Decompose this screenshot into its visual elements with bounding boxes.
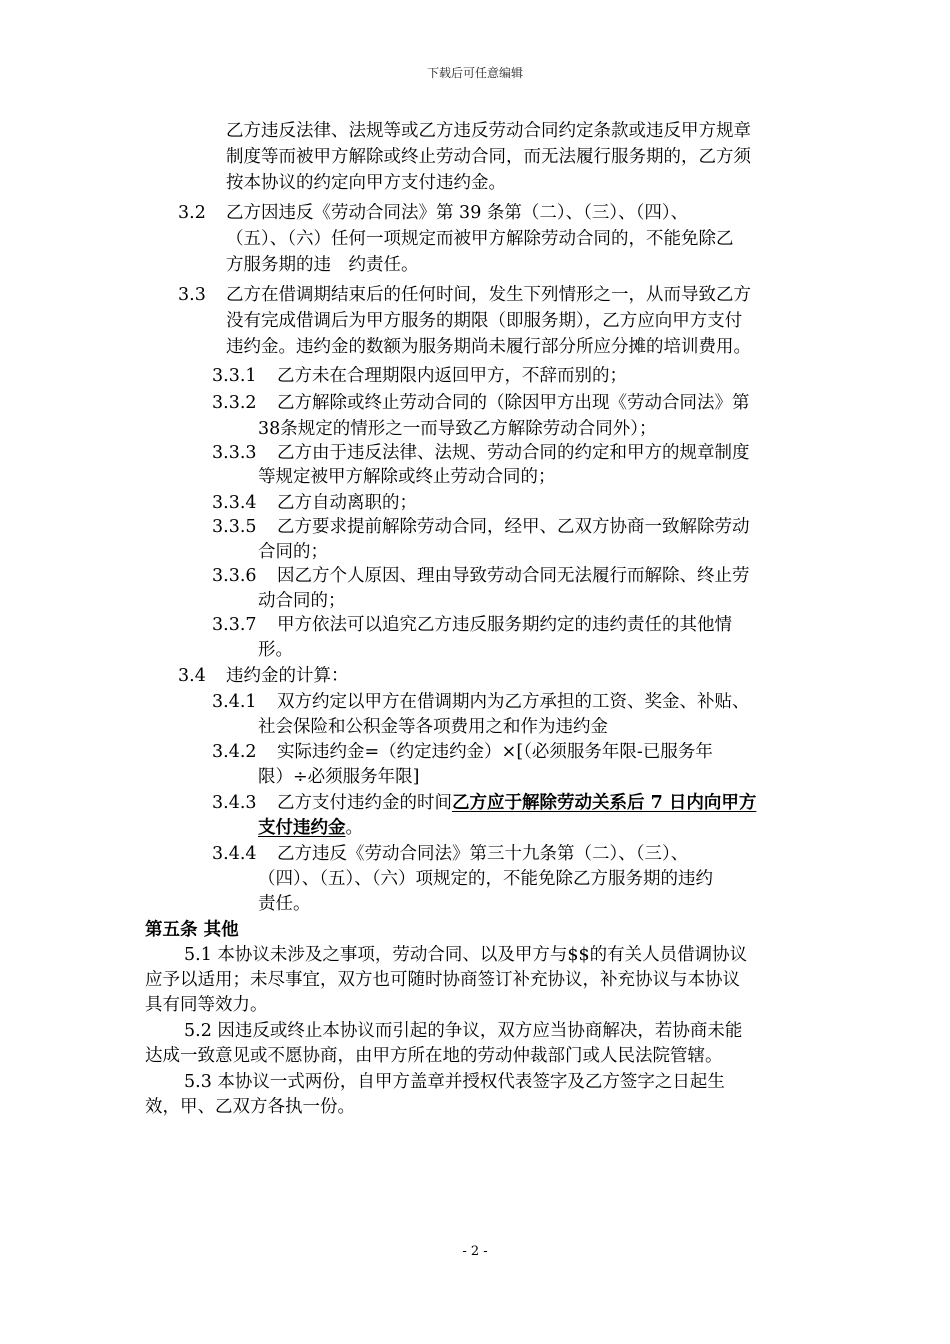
clause-3-3-line-3: 违约金。违约金的数额为服务期尚未履行部分所应分摊的培训费用。: [226, 337, 751, 357]
clause-3-4-1-line-1: 双方约定以甲方在借调期内为乙方承担的工资、奖金、补贴、: [277, 692, 750, 712]
clause-3-3-3-line-2: 等规定被甲方解除或终止劳动合同的；: [258, 467, 556, 487]
page-header-note: 下载后可任意编辑: [426, 66, 523, 80]
clause-3-4-number: 3.4: [178, 666, 206, 686]
clause-3-4-line-1: 违约金的计算：: [226, 666, 349, 686]
clause-3-4-4-line-2: （四）、（五）、（六）项规定的，不能免除乙方服务期的违约: [258, 869, 713, 889]
clause-3-3-4-number: 3.3.4: [212, 493, 257, 513]
clause-3-2-line-3: 方服务期的违 约责任。: [226, 255, 419, 275]
clause-3-4-1-line-2: 社会保险和公积金等各项费用之和作为违约金: [258, 717, 608, 737]
clause-3-4-3-number: 3.4.3: [212, 793, 257, 813]
para-3-1-line-2: 制度等而被甲方解除或终止劳动合同，而无法履行服务期的，乙方须: [226, 147, 751, 167]
clause-3-3-1-number: 3.3.1: [212, 366, 257, 386]
page-number: - 2 -: [462, 1244, 488, 1259]
para-5-2-line-1: 5.2 因违反或终止本协议而引起的争议，双方应当协商解决，若协商未能: [184, 1021, 743, 1041]
clause-3-3-line-1: 乙方在借调期结束后的任何时间，发生下列情形之一，从而导致乙方: [226, 285, 751, 305]
para-5-2-line-2: 达成一致意见或不愿协商，由甲方所在地的劳动仲裁部门或人民法院管辖。: [145, 1046, 723, 1066]
clause-3-3-3-number: 3.3.3: [212, 443, 257, 463]
para-5-1-line-3: 具有同等效力。: [145, 995, 268, 1015]
clause-3-3-3-line-1: 乙方由于违反法律、法规、劳动合同的约定和甲方的规章制度: [277, 443, 750, 463]
para-5-1-line-1: 5.1 本协议未涉及之事项，劳动合同、以及甲方与$$的有关人员借调协议: [184, 945, 748, 965]
clause-3-3-2-line-1: 乙方解除或终止劳动合同的（除因甲方出现《劳动合同法》第: [277, 393, 750, 413]
clause-3-4-4-line-1: 乙方违反《劳动合同法》第三十九条第（二）、（三）、: [277, 844, 689, 864]
para-5-3-line-2: 效，甲、乙双方各执一份。: [145, 1097, 355, 1117]
para-3-1-line-1: 乙方违反法律、法规等或乙方违反劳动合同约定条款或违反甲方规章: [226, 121, 751, 141]
clause-3-3-6-line-2: 动合同的；: [258, 591, 346, 611]
clause-3-3-5-line-2: 合同的；: [258, 542, 328, 562]
clause-3-4-1-number: 3.4.1: [212, 692, 257, 712]
clause-3-4-3-emphasis-cont: 支付违约金: [258, 818, 346, 838]
clause-3-3-2-line-2: 38条规定的情形之一而导致乙方解除劳动合同外）；: [258, 419, 657, 439]
clause-3-3-line-2: 没有完成借调后为甲方服务的期限（即服务期），乙方应向甲方支付: [226, 311, 743, 331]
clause-3-3-1-line-1: 乙方未在合理期限内返回甲方，不辞而别的；: [277, 366, 627, 386]
para-3-1-line-3: 按本协议的约定向甲方支付违约金。: [226, 173, 506, 193]
clause-3-4-3-tail: 。: [345, 818, 363, 838]
clause-3-4-4-line-3: 责任。: [258, 894, 311, 914]
clause-3-3-4-line-1: 乙方自动离职的；: [277, 493, 417, 513]
clause-3-4-4-number: 3.4.4: [212, 844, 257, 864]
clause-3-3-6-line-1: 因乙方个人原因、理由导致劳动合同无法履行而解除、终止劳: [277, 566, 750, 586]
clause-3-3-7-line-1: 甲方依法可以追究乙方违反服务期约定的违约责任的其他情: [277, 615, 732, 635]
clause-3-3-7-number: 3.3.7: [212, 615, 257, 635]
para-5-1-line-2: 应予以适用；未尽事宜，双方也可随时协商签订补充协议，补充协议与本协议: [145, 970, 740, 990]
clause-3-4-3-line-2: [258, 815, 363, 841]
clause-3-3-6-number: 3.3.6: [212, 566, 257, 586]
clause-3-3-5-number: 3.3.5: [212, 517, 257, 537]
clause-3-4-3-line-1: [277, 790, 756, 816]
clause-3-4-2-number: 3.4.2: [212, 742, 257, 762]
clause-3-2-line-2: （五）、（六）任何一项规定而被甲方解除劳动合同的，不能免除乙: [226, 229, 734, 249]
para-5-3-line-1: 5.3 本协议一式两份，自甲方盖章并授权代表签字及乙方签字之日起生: [184, 1072, 725, 1092]
clause-3-3-5-line-1: 乙方要求提前解除劳动合同，经甲、乙双方协商一致解除劳动: [277, 517, 750, 537]
article-5-heading: 第五条 其他: [145, 920, 239, 940]
clause-3-2-line-1: 乙方因违反《劳动合同法》第 39 条第（二）、（三）、（四）、: [226, 203, 689, 223]
clause-3-4-3-text: 乙方支付违约金的时间: [277, 793, 452, 813]
clause-3-4-2-line-2: 限）÷必须服务年限]: [258, 767, 420, 787]
clause-3-3-7-line-2: 形。: [258, 640, 293, 660]
clause-3-4-3-emphasis: 乙方应于解除劳动关系后 7 日内向甲方: [452, 793, 757, 813]
clause-3-3-2-number: 3.3.2: [212, 393, 257, 413]
clause-3-3-number: 3.3: [178, 285, 206, 305]
clause-3-2-number: 3.2: [178, 203, 206, 223]
clause-3-4-2-line-1: 实际违约金=（约定违约金）×[（必须服务年限-已服务年: [277, 742, 713, 762]
